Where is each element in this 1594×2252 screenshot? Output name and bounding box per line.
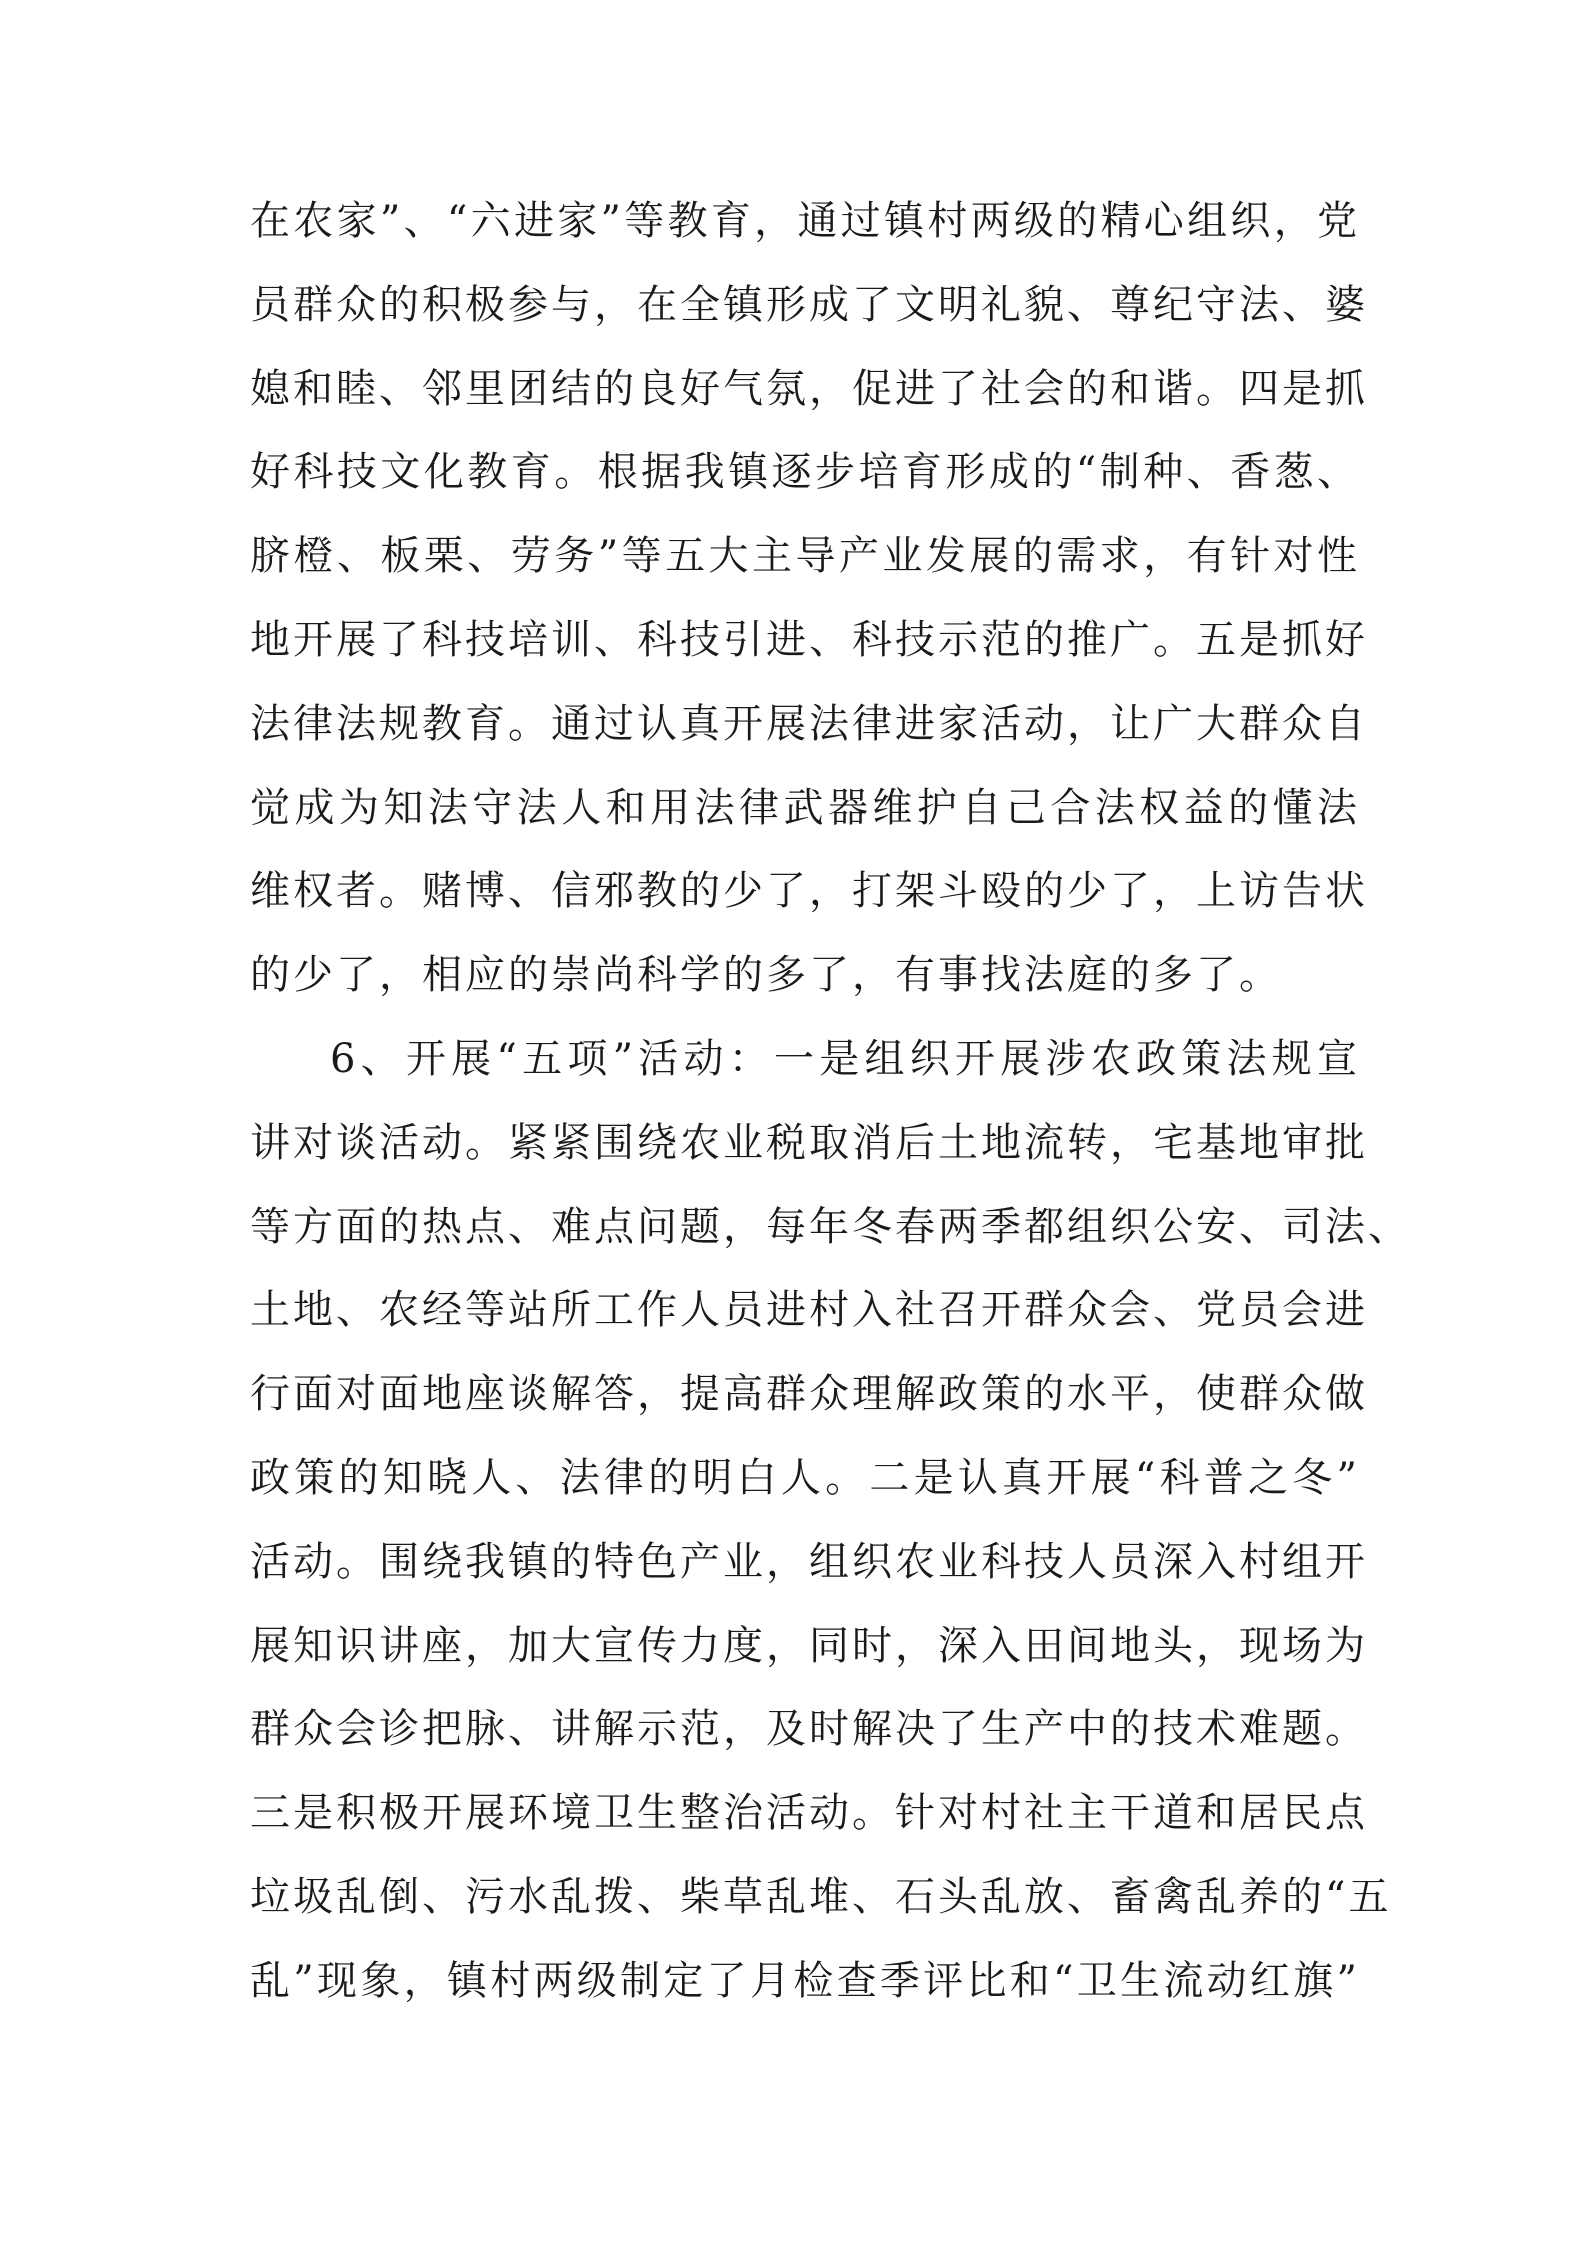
text-line: 脐橙、板栗、劳务”等五大主导产业发展的需求，有针对性 [250,533,1360,580]
text-line: 维权者。赌博、信邪教的少了，打架斗殴的少了，上访告状 [250,868,1368,915]
text-line: 在农家”、“六进家”等教育，通过镇村两级的精心组织，党 [250,198,1360,244]
text-line: 展知识讲座，加大宣传力度，同时，深入田间地头，现场为 [250,1622,1368,1669]
text-line-paragraph-end: 的少了，相应的崇尚科学的多了，有事找法庭的多了。 [250,952,1282,999]
text-line: 法律法规教育。通过认真开展法律进家活动，让广大群众自 [250,700,1368,747]
text-line: 媳和睦、邻里团结的良好气氛，促进了社会的和谐。四是抓 [250,365,1368,412]
text-line: 土地、农经等站所工作人员进村入社召开群众会、党员会进 [250,1287,1368,1334]
text-line: 讲对谈活动。紧紧围绕农业税取消后土地流转，宅基地审批 [250,1119,1368,1166]
text-line: 员群众的积极参与，在全镇形成了文明礼貌、尊纪守法、婆 [250,281,1368,328]
text-line: 垃圾乱倒、污水乱拨、柴草乱堆、石头乱放、畜禽乱养的“五 [250,1873,1392,1920]
text-line: 群众会诊把脉、讲解示范，及时解决了生产中的技术难题。 [250,1706,1368,1753]
text-line: 好科技文化教育。根据我镇逐步培育形成的“制种、香葱、 [250,449,1360,496]
text-line: 地开展了科技培训、科技引进、科技示范的推广。五是抓好 [250,616,1368,663]
text-line: 乱”现象，镇村两级制定了月检查季评比和“卫生流动红旗” [250,1957,1360,2004]
text-line: 行面对面地座谈解答，提高群众理解政策的水平，使群众做 [250,1371,1368,1418]
text-line: 政策的知晓人、法律的明白人。二是认真开展“科普之冬” [250,1454,1360,1501]
text-line: 活动。围绕我镇的特色产业，组织农业科技人员深入村组开 [250,1538,1368,1585]
text-line: 等方面的热点、难点问题，每年冬春两季都组织公安、司法、 [250,1203,1411,1250]
text-line: 三是积极开展环境卫生整治活动。针对村社主干道和居民点 [250,1790,1368,1837]
text-line-paragraph-start: 6、开展“五项”活动：一是组织开展涉农政策法规宣 [330,1035,1360,1082]
body-text [250,180,1411,2024]
text-line: 觉成为知法守法人和用法律武器维护自己合法权益的懂法 [250,784,1360,831]
